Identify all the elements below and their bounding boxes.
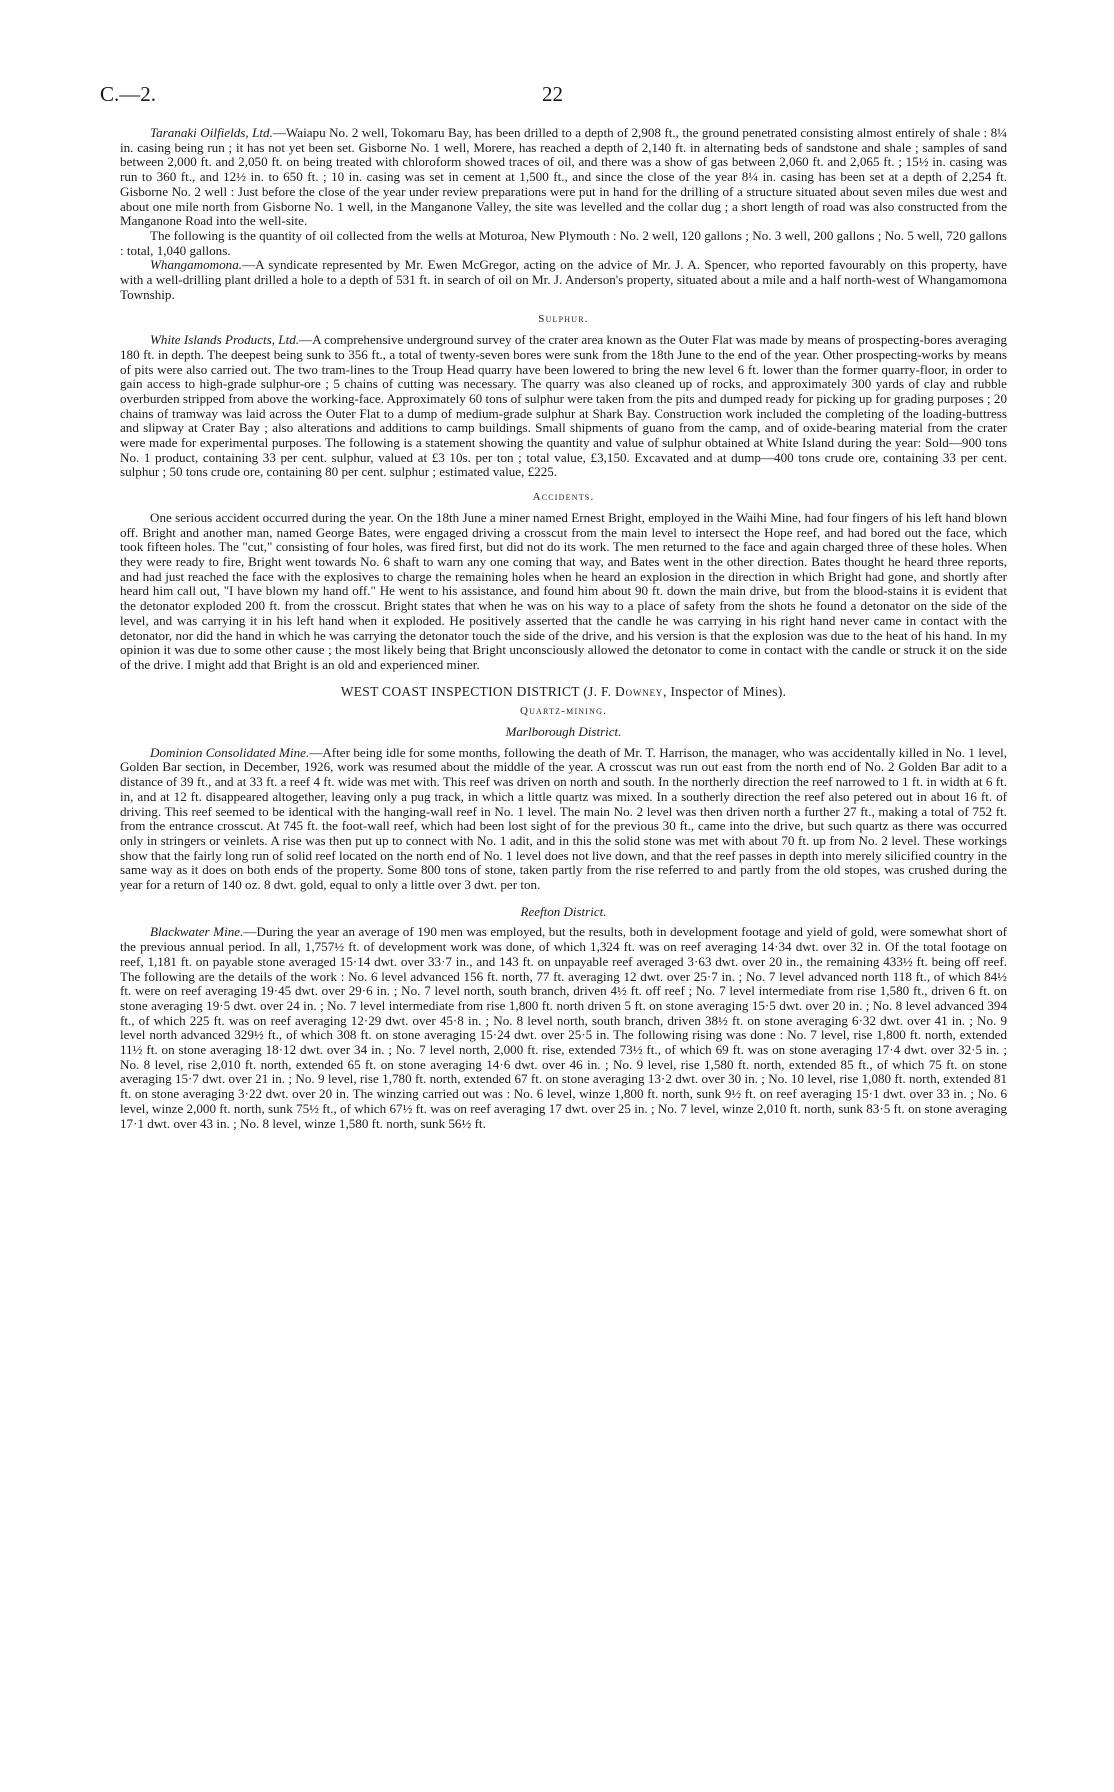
marlborough-district-heading: Marlborough District. <box>505 724 622 740</box>
blackwater-lead: Blackwater Mine. <box>150 924 244 940</box>
inspector-name: Downey <box>615 683 664 699</box>
accidents-heading: Accidents. <box>532 491 595 504</box>
accidents-paragraph <box>120 511 1007 673</box>
dominion-text: —After being idle for some months, following the death of Mr. T. Harrison, the manager, who was accidentally killed in No. 1 level, Golden Bar section, in December, 1926, work was resumed about the middle of the year. A crosscut was run out east from the north end of No. 2 Golden Bar adit to a distance of 39 ft., and at 33 ft. a reef 4 ft. wide was met with. This reef was driven on north and south. In the northerly direction the reef narrowed to 1 ft. in width at 6 ft. in, and at 12 ft. disappeared altogether, leaving only a pug track, in which a little quartz was mixed. In a southerly direction the reef also petered out in about 16 ft. of driving. This reef seemed to be identical with the hanging-wall reef in No. 1 level. The main No. 2 level was then driven north a further 27 ft., making a total of 752 ft. from the entrance crosscut. At 745 ft. the foot-wall reef, which had been lost sight of for the previous 30 ft., came into the drive, but such quartz as there was occurred only in stringers or veinlets. A rise was then put up to connect with No. 1 adit, and in this the solid stone was met with about 70 ft. up from No. 2 level. These workings show that the fairly long run of solid reef located on the north end of No. 1 level does not live down, and that the reef passes in depth into merely silicified country in the same way as it does on both ends of the property. Some 800 tons of stone, taken partly from the rise referred to and partly from the old stopes, was crushed during the year for a return of 140 oz. 8 dwt. gold, equal to only a little over 3 dwt. per ton. <box>120 744 1008 893</box>
oil-quantity-paragraph <box>120 229 1007 258</box>
accidents-text: One serious accident occurred during the year. On the 18th June a miner named Ernest Bright, employed in the Waihi Mine, had four fingers of his left hand blown off. Bright and another man, named George Bates, were engaged driving a crosscut from the main level to intersect the Hope reef, and had bored out the face, which took fifteen holes. The "cut," consisting of four holes, was fired first, but did not do its work. The men returned to the face and again charged three of these holes. When they were ready to fire, Bright went towards No. 6 shaft to warn any one coming that way, and Bates went in the other direction. Bates thought he heard three reports, and had just reached the face with the explosives to charge the remaining holes when he heard an explosion in the direction in which Bright had gone, and shortly after heard him call out, "I have blown my hand off." He went to his assistance, and found him about 90 ft. down the main drive, but from the blood-stains it is evident that the detonator exploded 200 ft. from the crosscut. Bright states that when he was on his way to a place of safety from the shots he found a detonator on the side of the level, and was carrying it in his left hand when it exploded. He positively asserted that the candle he was carrying in his right hand never came in contact with the detonator, nor did the hand in which he was carrying the detonator touch the side of the drive, and his version is that the explosion was due to the heat of his hand. In my opinion it was due to some other cause ; the most likely being that Bright unconsciously allowed the detonator to come in contact with the candle or struck it on the side of the drive. I might add that Bright is an old and experienced miner. <box>120 509 1007 672</box>
sulphur-paragraph <box>120 333 1007 480</box>
taranaki-text: —Waiapu No. 2 well, Tokomaru Bay, has been drilled to a depth of 2,908 ft., the ground penetrated consisting almost entirely of shale : 8¼ in. casing being run ; it has not yet been set. Gisborne No. 1 well, Morere, has reached a depth of 2,140 ft. in alternating beds of sandstone and shale ; samples of sand between 2,000 ft. and 2,050 ft. on being treated with chloroform showed traces of oil, and there was a show of gas between 2,060 ft. and 2,065 ft. ; 15½ in. casing was run to 360 ft., and 12½ in. to 650 ft. ; 10 in. casing was set in cement at 1,500 ft., and since the close of the year 8¼ in. casing has been set at a depth of 2,254 ft. Gisborne No. 2 well : Just before the close of the year under review preparations were put in hand for the drilling of a structure situated about seven miles due west and about one mile north from Gisborne No. 1 well, in the Manganone Valley, the site was levelled and the collar dug ; a short length of road was also constructed from the Manganone Road into the well-site. <box>120 125 1008 229</box>
body-text <box>120 126 1007 1131</box>
page-number: 22 <box>542 82 563 106</box>
sulphur-heading: Sulphur. <box>538 313 589 326</box>
dominion-lead: Dominion Consolidated Mine. <box>150 744 310 760</box>
oil-quantity-text: The following is the quantity of oil collected from the wells at Moturoa, New Plymouth : No. 2 well, 120 gallons ; No. 3 well, 200 gallons ; No. 5 well, 720 gallons : total, 1,040 gallons. <box>120 227 1007 258</box>
west-coast-heading-tail: , Inspector of Mines). <box>663 683 787 699</box>
document-reference: C.—2. <box>100 82 157 106</box>
quartz-mining-heading: Quartz-mining. <box>519 705 608 718</box>
page-header <box>0 82 1114 112</box>
blackwater-paragraph <box>120 925 1007 1131</box>
whangamomona-text: —A syndicate represented by Mr. Ewen McGregor, acting on the advice of Mr. J. A. Spencer, who reported favourably on this property, have with a well-drilling plant drilled a hole to a depth of 531 ft. in search of oil on Mr. J. Anderson's property, situated about a mile and a half north-west of Whangamomona Township. <box>120 257 1007 302</box>
dominion-paragraph <box>120 746 1007 893</box>
blackwater-text: —During the year an average of 190 men was employed, but the results, both in development footage and yield of gold, were somewhat short of the previous annual period. In all, 1,757½ ft. of development work was done, of which 1,324 ft. was on reef averaging 14·34 dwt. over 32 in. Of the total footage on reef, 1,181 ft. on payable stone averaged 15·14 dwt. over 33·7 in., and 143 ft. on unpayable reef averaged 3·63 dwt. over 20 in., the remaining 433½ ft. being off reef. The following are the details of the work : No. 6 level advanced 156 ft. north, 77 ft. averaging 12 dwt. over 25·7 in. ; No. 7 level advanced north 118 ft., of which 84½ ft. were on reef averaging 19·45 dwt. over 29·6 in. ; No. 7 level north, south branch, driven 4½ ft. off reef ; No. 7 level intermediate from rise 1,580 ft., driven 6 ft. on stone averaging 19·5 dwt. over 24 in. ; No. 7 level intermediate from rise 1,800 ft. north driven 5 ft. on stone averaging 15·5 dwt. over 20 in. ; No. 8 level advanced 394 ft., of which 225 ft. was on reef averaging 12·29 dwt. over 45·8 in. ; No. 8 level north, south branch, driven 38½ ft. on stone averaging 6·32 dwt. over 41 in. ; No. 9 level north advanced 329½ ft., of which 308 ft. on stone averaging 15·24 dwt. over 25·5 in. The following rising was done : No. 7 level, rise 1,800 ft. north, extended 11½ ft. on stone averaging 18·12 dwt. over 34 in. ; No. 7 level north, 2,000 ft. rise, extended 73½ ft., of which 69 ft. was on stone averaging 17·4 dwt. over 32·5 in. ; No. 8 level, rise 2,010 ft. north, extended 65 ft. on stone averaging 14·6 dwt. over 46 in. ; No. 9 level, rise 1,580 ft. north, extended 85 ft., of which 75 ft. on stone averaging 15·7 dwt. over 21 in. ; No. 9 level, rise 1,780 ft. north, extended 67 ft. on stone averaging 13·2 dwt. over 30 in. ; No. 10 level, rise 1,080 ft. north, extended 81 ft. on stone averaging 3·22 dwt. over 20 in. The winzing carried out was : No. 6 level, winze 1,800 ft. north, sunk 9½ ft. on reef averaging 15·1 dwt. over 33 in. ; No. 6 level, winze 2,000 ft. north, sunk 75½ ft., of which 67½ ft. was on reef averaging 17 dwt. over 25 in. ; No. 7 level, winze 2,010 ft. north, sunk 83·5 ft. on stone averaging 17·1 dwt. over 43 in. ; No. 8 level, winze 1,580 ft. north, sunk 56½ ft. <box>120 924 1007 1131</box>
whangamomona-lead: Whangamomona. <box>150 257 243 273</box>
west-coast-heading-main: WEST COAST INSPECTION DISTRICT (J. F. <box>340 683 612 699</box>
taranaki-paragraph <box>120 126 1007 229</box>
sulphur-text: —A comprehensive underground survey of the crater area known as the Outer Flat was made by means of prospecting-bores averaging 180 ft. in depth. The deepest being sunk to 356 ft., a total of twenty-seven bores were sunk from the 18th June to the end of the year. Other prospecting-works by means of pits were also carried out. The two tram-lines to the Troup Head quarry have been lowered to bring the new level 6 ft. lower than the former quarry-floor, in order to gain access to high-grade sulphur-ore ; 5 chains of cutting was necessary. The quarry was also cleaned up of rocks, and approximately 300 yards of clay and rubble overburden stripped from above the working-face. Approximately 60 tons of sulphur were taken from the pits and dumped ready for picking up for grading purposes ; 20 chains of tramway was laid across the Outer Flat to a dump of medium-grade sulphur at Shark Bay. Construction work included the completing of the loading-buttress and slipway at Crater Bay ; also alterations and additions to camp buildings. Small shipments of guano from the camp, and of oxide-bearing material from the crater were made for experimental purposes. The following is a statement showing the quantity and value of sulphur obtained at White Island during the year: Sold—900 tons No. 1 product, containing 33 per cent. sulphur, valued at £3 10s. per ton ; total value, £3,150. Excavated and at dump—400 tons crude ore, containing 33 per cent. sulphur ; 50 tons crude ore, containing 80 per cent. sulphur ; estimated value, £225. <box>120 332 1007 480</box>
taranaki-lead: Taranaki Oilfields, Ltd. <box>150 125 273 140</box>
sulphur-lead: White Islands Products, Ltd. <box>150 332 300 348</box>
reefton-district-heading: Reefton District. <box>520 903 607 919</box>
west-coast-heading <box>120 685 1007 700</box>
whangamomona-paragraph <box>120 258 1007 302</box>
